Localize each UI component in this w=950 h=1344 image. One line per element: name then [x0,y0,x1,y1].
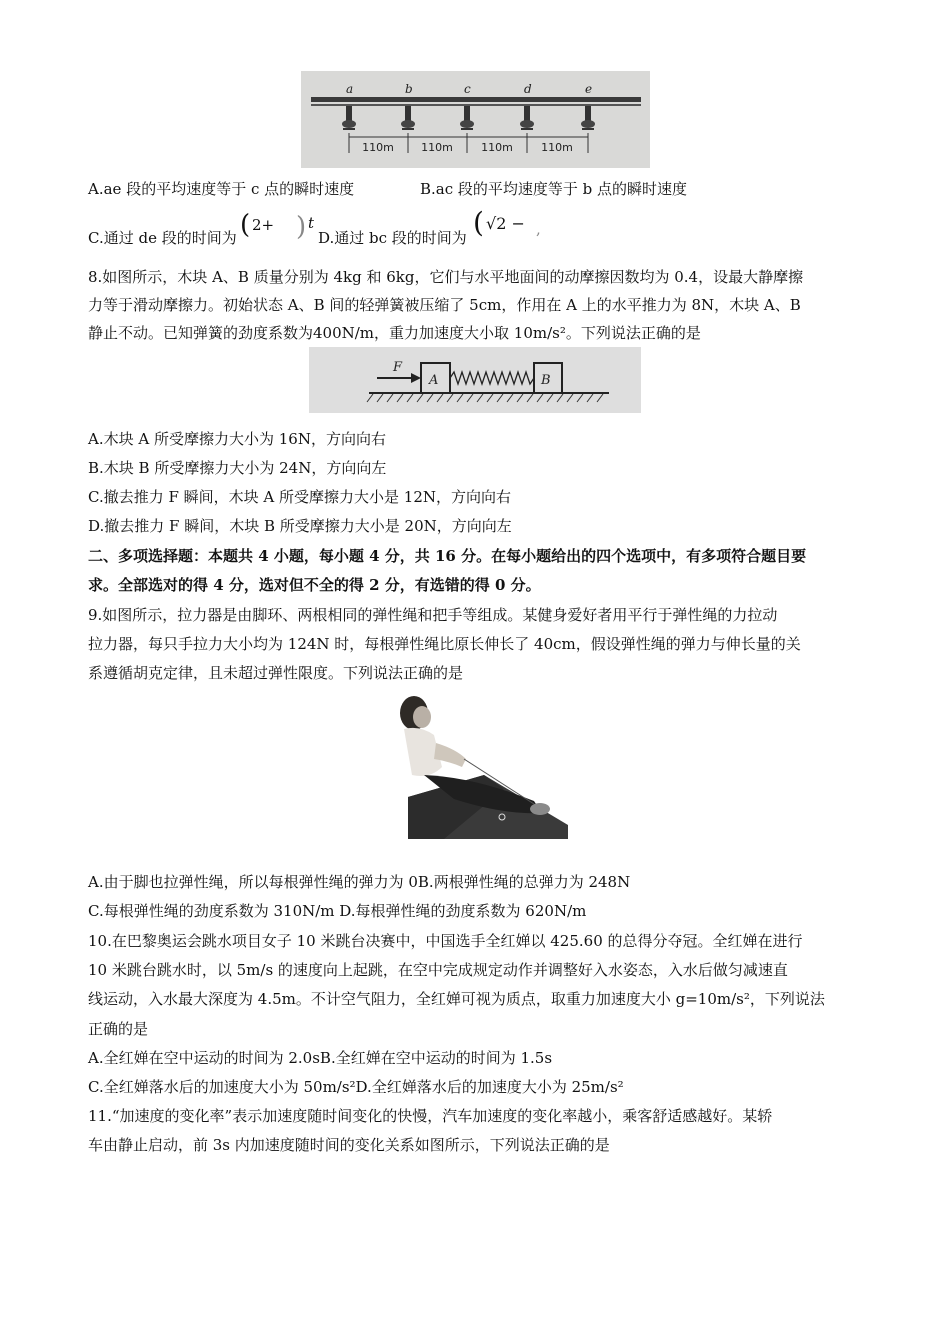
q10-options-cd: C.全红婵落水后的加速度大小为 50m/s²D.全红婵落水后的加速度大小为 25m/s² [88,1078,624,1096]
pier-label-b: b [405,82,413,96]
q8-option-c: C.撤去推力 F 瞬间，木块 A 所受摩擦力大小是 12N，方向向右 [88,488,512,506]
q8-stem-line-1: 8.如图所示，木块 A、B 质量分别为 4kg 和 6kg，它们与水平地面间的动摩擦因数均为 0.4，设最大静摩擦 [88,268,804,286]
span-label-4: 110m [541,141,573,154]
q8-option-b: B.木块 B 所受摩擦力大小为 24N，方向向左 [88,459,387,477]
q9-stem-line-1: 9.如图所示，拉力器是由脚环、两根相同的弹性绳和把手等组成。某健身爱好者用平行于弹性绳的力拉动 [88,606,778,624]
q8-stem-line-2: 力等于滑动摩擦力。初始状态 A、B 间的轻弹簧被压缩了 5cm，作用在 A 上的水平推力为 8N，木块 A、B [88,296,801,314]
q7-option-d: D.通过 bc 段的时间为 [318,229,467,247]
q9-options-ab: A.由于脚也拉弹性绳，所以每根弹性绳的弹力为 0B.两根弹性绳的总弹力为 248N [88,873,631,891]
q8-option-a: A.木块 A 所受摩擦力大小为 16N，方向向右 [88,430,386,448]
block-b-label: B [541,373,551,388]
q7-option-c-var: t [308,214,315,232]
q9-stem-line-3: 系遵循胡克定律，且未超过弹性限度。下列说法正确的是 [88,664,464,682]
q8-option-d: D.撤去推力 F 瞬间，木块 B 所受摩擦力大小是 20N，方向向左 [88,517,512,535]
force-label: F [393,360,403,375]
q9-stem-line-2: 拉力器，每只手拉力大小均为 124N 时，每根弹性绳比原长伸长了 40cm，假设弹性绳的弹力与伸长量的关 [88,635,801,653]
q10-stem-line-4: 正确的是 [88,1020,149,1038]
q7-option-b: B.ac 段的平均速度等于 b 点的瞬时速度 [420,180,688,198]
q7-option-d-paren-open: ( [473,206,484,239]
q7-option-a: A.ae 段的平均速度等于 c 点的瞬时速度 [88,180,355,198]
q7-option-c-paren-close: ) [296,212,307,242]
pier-label-c: c [464,82,471,96]
q11-stem-line-1: 11.“加速度的变化率”表示加速度随时间变化的快慢，汽车加速度的变化率越小，乘客舒适感越好。某轿 [88,1107,773,1125]
section-2-heading-line-1: 二、多项选择题：本题共 4 小题，每小题 4 分，共 16 分。在每小题给出的四个选项中，有多项符合题目要 [88,547,807,565]
section-2-heading-line-2: 求。全部选对的得 4 分，选对但不全的得 2 分，有选错的得 0 分。 [88,576,541,594]
bridge-figure [301,71,650,168]
span-label-1: 110m [362,141,394,154]
q10-options-ab: A.全红婵在空中运动的时间为 2.0sB.全红婵在空中运动的时间为 1.5s [88,1049,553,1067]
q8-stem-line-3: 静止不动。已知弹簧的劲度系数为400N/m，重力加速度大小取 10m/s²。下列说法正确的是 [88,324,701,342]
span-label-2: 110m [421,141,453,154]
q7-option-d-comma: , [536,220,541,238]
q7-option-c: C.通过 de 段的时间为 [88,229,237,247]
q9-options-cd: C.每根弹性绳的劲度系数为 310N/m D.每根弹性绳的劲度系数为 620N/m [88,902,587,920]
pier-label-e: e [585,82,593,96]
pier-label-d: d [524,82,532,96]
pier-label-a: a [346,82,354,96]
q11-stem-line-2: 车由静止启动，前 3s 内加速度随时间的变化关系如图所示，下列说法正确的是 [88,1136,610,1154]
q10-stem-line-1: 10.在巴黎奥运会跳水项目女子 10 米跳台决赛中，中国选手全红婵以 425.60 的总得分夺冠。全红婵在进行 [88,932,803,950]
fitness-photo [384,689,568,839]
span-label-3: 110m [481,141,513,154]
q7-option-c-paren-open: ( [240,210,251,240]
q10-stem-line-3: 线运动，入水最大深度为 4.5m。不计空气阻力，全红婵可视为质点，取重力加速度大小 g=10m/s²，下列说法 [88,990,825,1008]
block-a-label: A [429,373,439,388]
q7-option-d-math: √2 − [486,214,525,233]
spring-blocks-figure [309,347,641,413]
q7-option-c-math: 2+ [252,216,275,234]
q10-stem-line-2: 10 米跳台跳水时，以 5m/s 的速度向上起跳，在空中完成规定动作并调整好入水姿态，入水后做匀减速直 [88,961,788,979]
